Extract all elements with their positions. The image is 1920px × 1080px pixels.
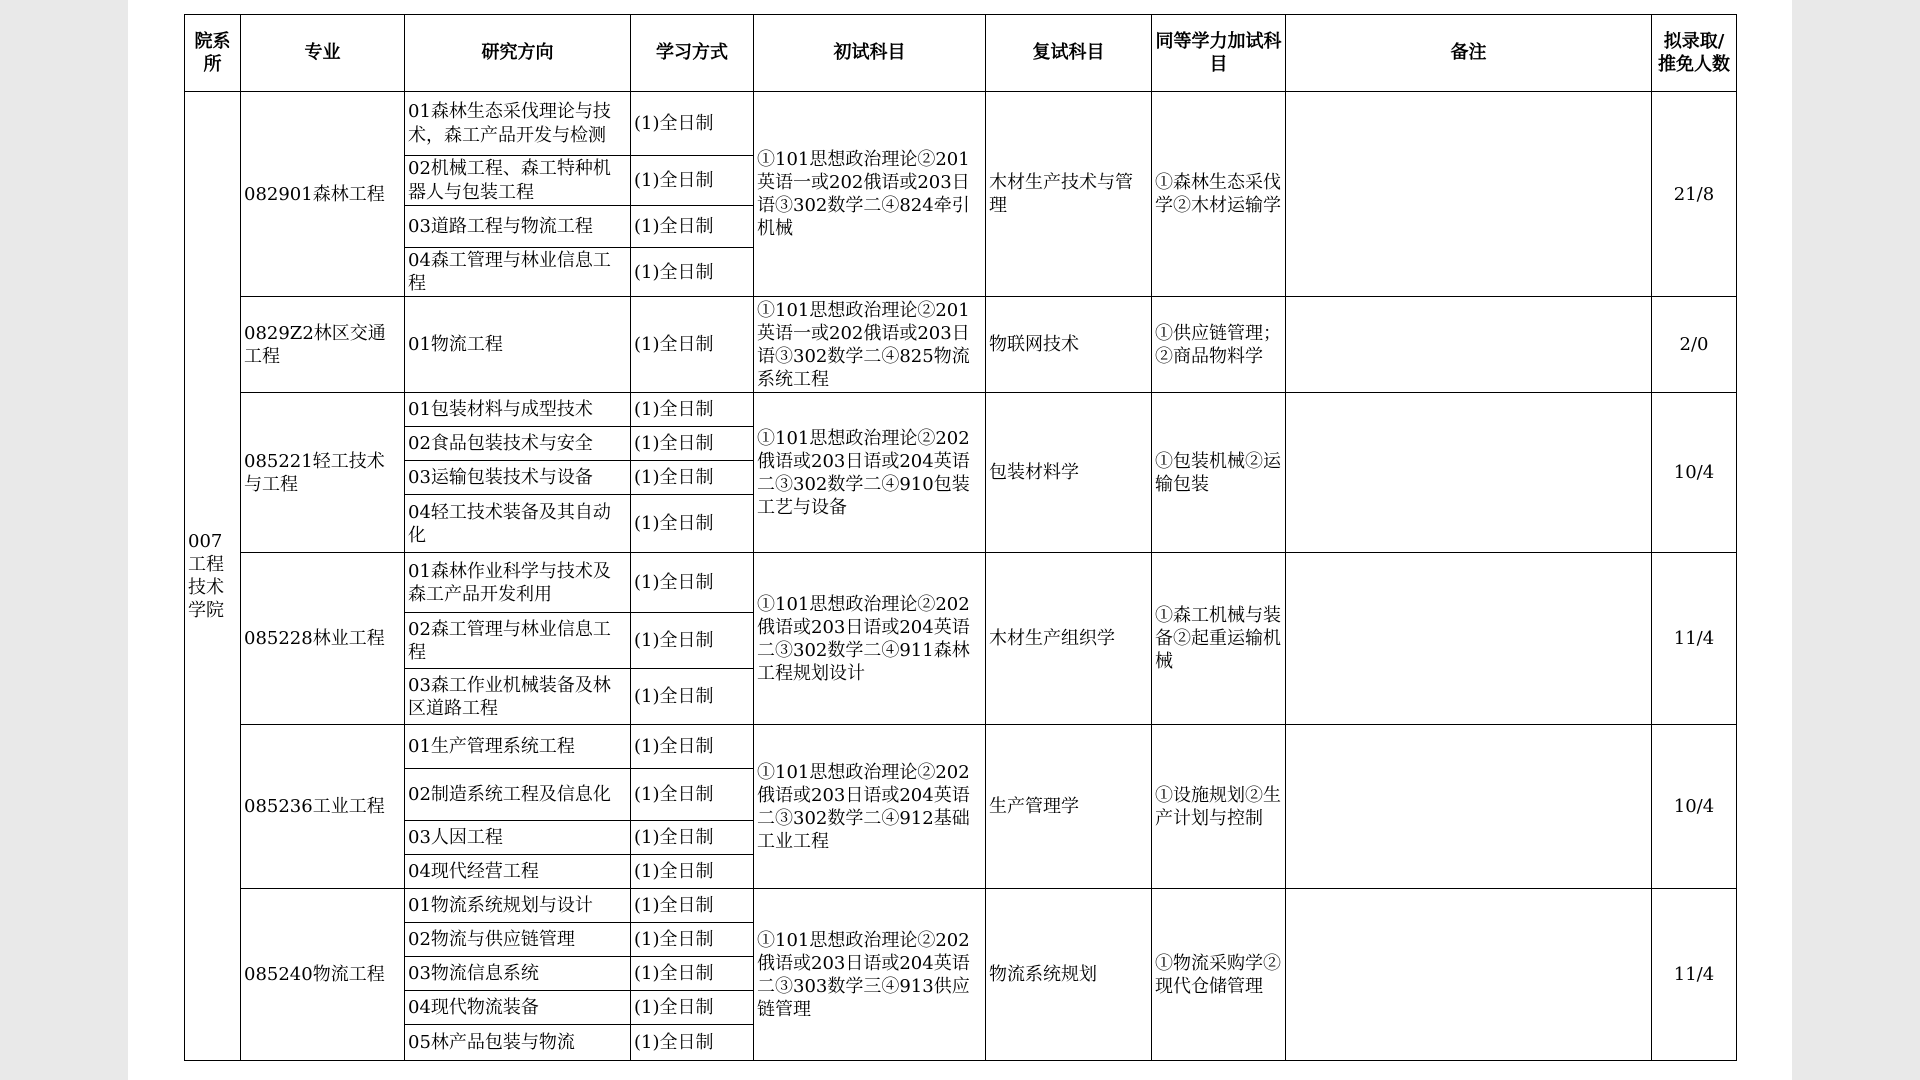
study-mode-cell: (1)全日制	[631, 206, 754, 248]
direction-cell: 03人因工程	[405, 821, 631, 855]
initial-exam-cell: ①101思想政治理论②202俄语或203日语或204英语二③302数学二④912基础工业工程	[754, 725, 986, 889]
study-mode-cell: (1)全日制	[631, 957, 754, 991]
direction-cell: 03森工作业机械装备及林区道路工程	[405, 669, 631, 725]
header-major: 专业	[241, 15, 405, 92]
table-row	[185, 725, 1737, 769]
quota-cell: 10/4	[1652, 725, 1737, 889]
note-cell	[1286, 92, 1652, 297]
retest-cell: 木材生产组织学	[986, 553, 1152, 725]
extra-exam-cell: ①供应链管理；②商品物料学	[1152, 297, 1286, 393]
header-quota: 拟录取/推免人数	[1652, 15, 1737, 92]
major-cell: 085228林业工程	[241, 553, 405, 725]
note-cell	[1286, 393, 1652, 553]
study-mode-cell: (1)全日制	[631, 156, 754, 206]
quota-cell: 21/8	[1652, 92, 1737, 297]
table-row	[185, 553, 1737, 613]
direction-cell: 01物流系统规划与设计	[405, 889, 631, 923]
direction-cell: 04森工管理与林业信息工程	[405, 248, 631, 297]
note-cell	[1286, 889, 1652, 1061]
table-body	[185, 92, 1737, 1061]
retest-cell: 物联网技术	[986, 297, 1152, 393]
note-cell	[1286, 553, 1652, 725]
study-mode-cell: (1)全日制	[631, 889, 754, 923]
study-mode-cell: (1)全日制	[631, 248, 754, 297]
initial-exam-cell: ①101思想政治理论②202俄语或203日语或204英语二③303数学三④913供应链管理	[754, 889, 986, 1061]
study-mode-cell: (1)全日制	[631, 669, 754, 725]
header-note: 备注	[1286, 15, 1652, 92]
direction-cell: 03运输包装技术与设备	[405, 461, 631, 495]
document-page	[128, 0, 1792, 1080]
study-mode-cell: (1)全日制	[631, 1025, 754, 1061]
header-retest: 复试科目	[986, 15, 1152, 92]
quota-cell: 11/4	[1652, 889, 1737, 1061]
direction-cell: 01森林作业科学与技术及森工产品开发利用	[405, 553, 631, 613]
quota-cell: 2/0	[1652, 297, 1737, 393]
direction-cell: 03物流信息系统	[405, 957, 631, 991]
header-study-mode: 学习方式	[631, 15, 754, 92]
note-cell	[1286, 297, 1652, 393]
extra-exam-cell: ①包装机械②运输包装	[1152, 393, 1286, 553]
header-extra-exam: 同等学力加试科目	[1152, 15, 1286, 92]
quota-cell: 10/4	[1652, 393, 1737, 553]
table-row	[185, 92, 1737, 156]
study-mode-cell: (1)全日制	[631, 821, 754, 855]
direction-cell: 02森工管理与林业信息工程	[405, 613, 631, 669]
study-mode-cell: (1)全日制	[631, 991, 754, 1025]
retest-cell: 生产管理学	[986, 725, 1152, 889]
study-mode-cell: (1)全日制	[631, 297, 754, 393]
study-mode-cell: (1)全日制	[631, 92, 754, 156]
direction-cell: 02物流与供应链管理	[405, 923, 631, 957]
major-cell: 082901森林工程	[241, 92, 405, 297]
table-row	[185, 393, 1737, 427]
department-cell: 007工程技术学院	[185, 92, 241, 1061]
extra-exam-cell: ①物流采购学②现代仓储管理	[1152, 889, 1286, 1061]
study-mode-cell: (1)全日制	[631, 393, 754, 427]
direction-cell: 01包装材料与成型技术	[405, 393, 631, 427]
direction-cell: 01物流工程	[405, 297, 631, 393]
initial-exam-cell: ①101思想政治理论②202俄语或203日语或204英语二③302数学二④911森林工程规划设计	[754, 553, 986, 725]
extra-exam-cell: ①森林生态采伐学②木材运输学	[1152, 92, 1286, 297]
retest-cell: 木材生产技术与管理	[986, 92, 1152, 297]
study-mode-cell: (1)全日制	[631, 461, 754, 495]
header-row	[185, 15, 1737, 92]
direction-cell: 02食品包装技术与安全	[405, 427, 631, 461]
initial-exam-cell: ①101思想政治理论②202俄语或203日语或204英语二③302数学二④910包装工艺与设备	[754, 393, 986, 553]
header-initial-exam: 初试科目	[754, 15, 986, 92]
note-cell	[1286, 725, 1652, 889]
direction-cell: 04现代经营工程	[405, 855, 631, 889]
retest-cell: 包装材料学	[986, 393, 1152, 553]
header-direction: 研究方向	[405, 15, 631, 92]
extra-exam-cell: ①设施规划②生产计划与控制	[1152, 725, 1286, 889]
study-mode-cell: (1)全日制	[631, 553, 754, 613]
header-department: 院系所	[185, 15, 241, 92]
table-row	[185, 297, 1737, 393]
table-row	[185, 889, 1737, 923]
direction-cell: 05林产品包装与物流	[405, 1025, 631, 1061]
direction-cell: 01生产管理系统工程	[405, 725, 631, 769]
major-cell: 085236工业工程	[241, 725, 405, 889]
direction-cell: 03道路工程与物流工程	[405, 206, 631, 248]
quota-cell: 11/4	[1652, 553, 1737, 725]
study-mode-cell: (1)全日制	[631, 495, 754, 553]
study-mode-cell: (1)全日制	[631, 923, 754, 957]
study-mode-cell: (1)全日制	[631, 613, 754, 669]
direction-cell: 02制造系统工程及信息化	[405, 769, 631, 821]
major-cell: 085221轻工技术与工程	[241, 393, 405, 553]
study-mode-cell: (1)全日制	[631, 725, 754, 769]
direction-cell: 02机械工程、森工特种机器人与包装工程	[405, 156, 631, 206]
study-mode-cell: (1)全日制	[631, 427, 754, 461]
study-mode-cell: (1)全日制	[631, 769, 754, 821]
direction-cell: 01森林生态采伐理论与技术，森工产品开发与检测	[405, 92, 631, 156]
extra-exam-cell: ①森工机械与装备②起重运输机械	[1152, 553, 1286, 725]
study-mode-cell: (1)全日制	[631, 855, 754, 889]
admission-table	[184, 14, 1737, 1061]
initial-exam-cell: ①101思想政治理论②201英语一或202俄语或203日语③302数学二④825物流系统工程	[754, 297, 986, 393]
direction-cell: 04现代物流装备	[405, 991, 631, 1025]
initial-exam-cell: ①101思想政治理论②201英语一或202俄语或203日语③302数学二④824牵引机械	[754, 92, 986, 297]
major-cell: 085240物流工程	[241, 889, 405, 1061]
retest-cell: 物流系统规划	[986, 889, 1152, 1061]
direction-cell: 04轻工技术装备及其自动化	[405, 495, 631, 553]
major-cell: 0829Z2林区交通工程	[241, 297, 405, 393]
